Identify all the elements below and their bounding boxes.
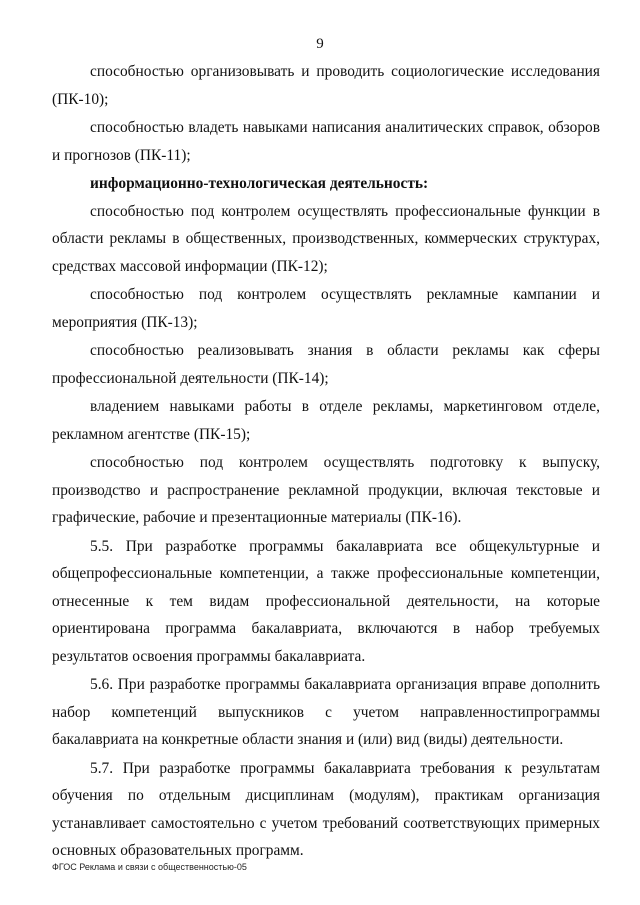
competency-item: способностью под контролем осуществлять рекламные кампании и мероприятия (ПК-13); xyxy=(52,286,600,331)
clause-5-6: 5.6. При разработке программы бакалавриата организация вправе дополнить набор компетенций выпускников с учетом направленностипрограммы бакалавриата на конкретные области знания и (или) вид (виды) деятельности. xyxy=(52,676,600,748)
competency-item: способностью под контролем осуществлять профессиональные функции в области рекламы в общественных, производственных, коммерческих структурах, средствах массовой информации (ПК-12); xyxy=(52,202,600,275)
competency-item: способностью владеть навыками написания аналитических справок, обзоров и прогнозов (ПК-11); xyxy=(52,119,600,164)
competency-item: способностью под контролем осуществлять подготовку к выпуску, производство и распространение рекламной продукции, включая текстовые и графические, рабочие и презентационные материалы (ПК-16). xyxy=(52,454,600,526)
footer-document-id: ФГОС Реклама и связи с общественностью-05 xyxy=(52,862,247,872)
section-heading: информационно-технологическая деятельность: xyxy=(90,175,429,192)
competency-item: владением навыками работы в отделе рекламы, маркетинговом отделе, рекламном агентстве (ПК-15); xyxy=(52,398,600,443)
competency-item: способностью организовывать и проводить социологические исследования (ПК-10); xyxy=(52,63,600,108)
clause-5-7: 5.7. При разработке программы бакалавриата требования к результатам обучения по отдельным дисциплинам (модулям), практикам организация устанавливает самостоятельно с учетом требований соответствующих примерных основных образовательных программ. xyxy=(52,759,600,859)
document-body xyxy=(52,58,600,865)
page-number: 9 xyxy=(316,36,324,52)
clause-5-5: 5.5. При разработке программы бакалавриата все общекультурные и общепрофессиональные компетенции, а также профессиональные компетенции, отнесенные к тем видам профессиональной деятельности, на которые ориентирована программа бакалавриата, включаются в набор требуемых результатов освоения программы бакалавриата. xyxy=(52,537,600,665)
competency-item: способностью реализовывать знания в области рекламы как сферы профессиональной деятельности (ПК-14); xyxy=(52,342,600,387)
